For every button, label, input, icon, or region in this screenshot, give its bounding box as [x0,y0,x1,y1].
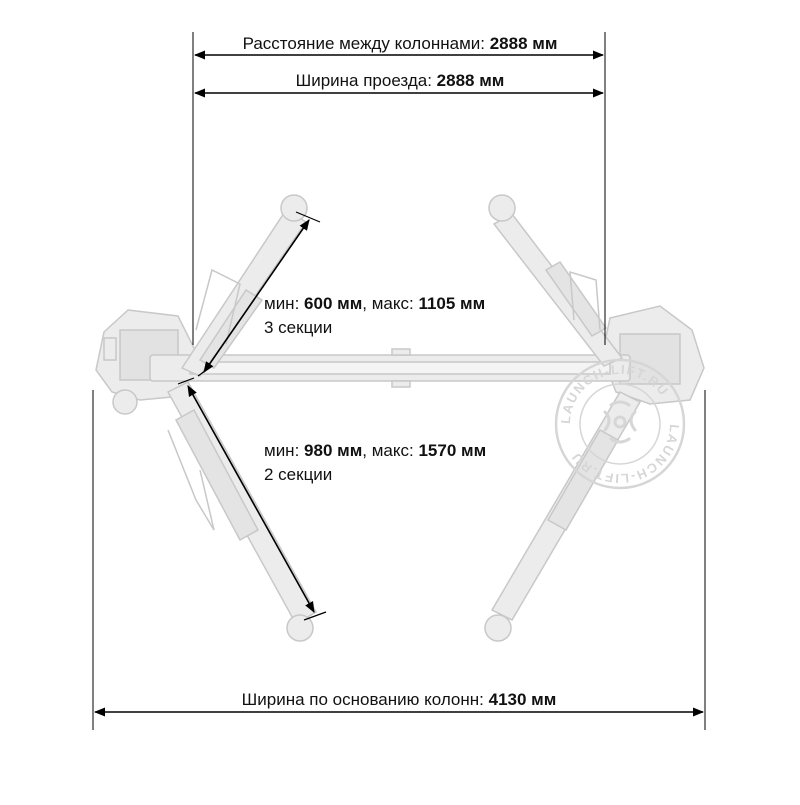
long-arm-sections: 2 секции [264,465,333,484]
watermark-text-2: LAUNCH-LIFT.RU [568,423,683,487]
right-short-arm [489,195,622,366]
drive-width-label: Ширина проезда: 2888 мм [292,71,509,91]
left-short-arm [182,195,307,376]
long-arm-range: мин: 980 мм, макс: 1570 мм [264,441,487,460]
launch-logo-icon [605,402,635,442]
left-long-arm [168,382,316,641]
short-arm-sections: 3 секции [264,318,333,337]
base-width-label: Ширина по основанию колонн: 4130 мм [238,690,561,710]
watermark-text: LAUNCH-LIFT.RU [557,361,672,425]
watermark-stamp [553,357,687,491]
column-distance-label: Расстояние между колоннами: 2888 мм [239,34,562,54]
short-arm-range: мин: 600 мм, макс: 1105 мм [264,294,486,313]
